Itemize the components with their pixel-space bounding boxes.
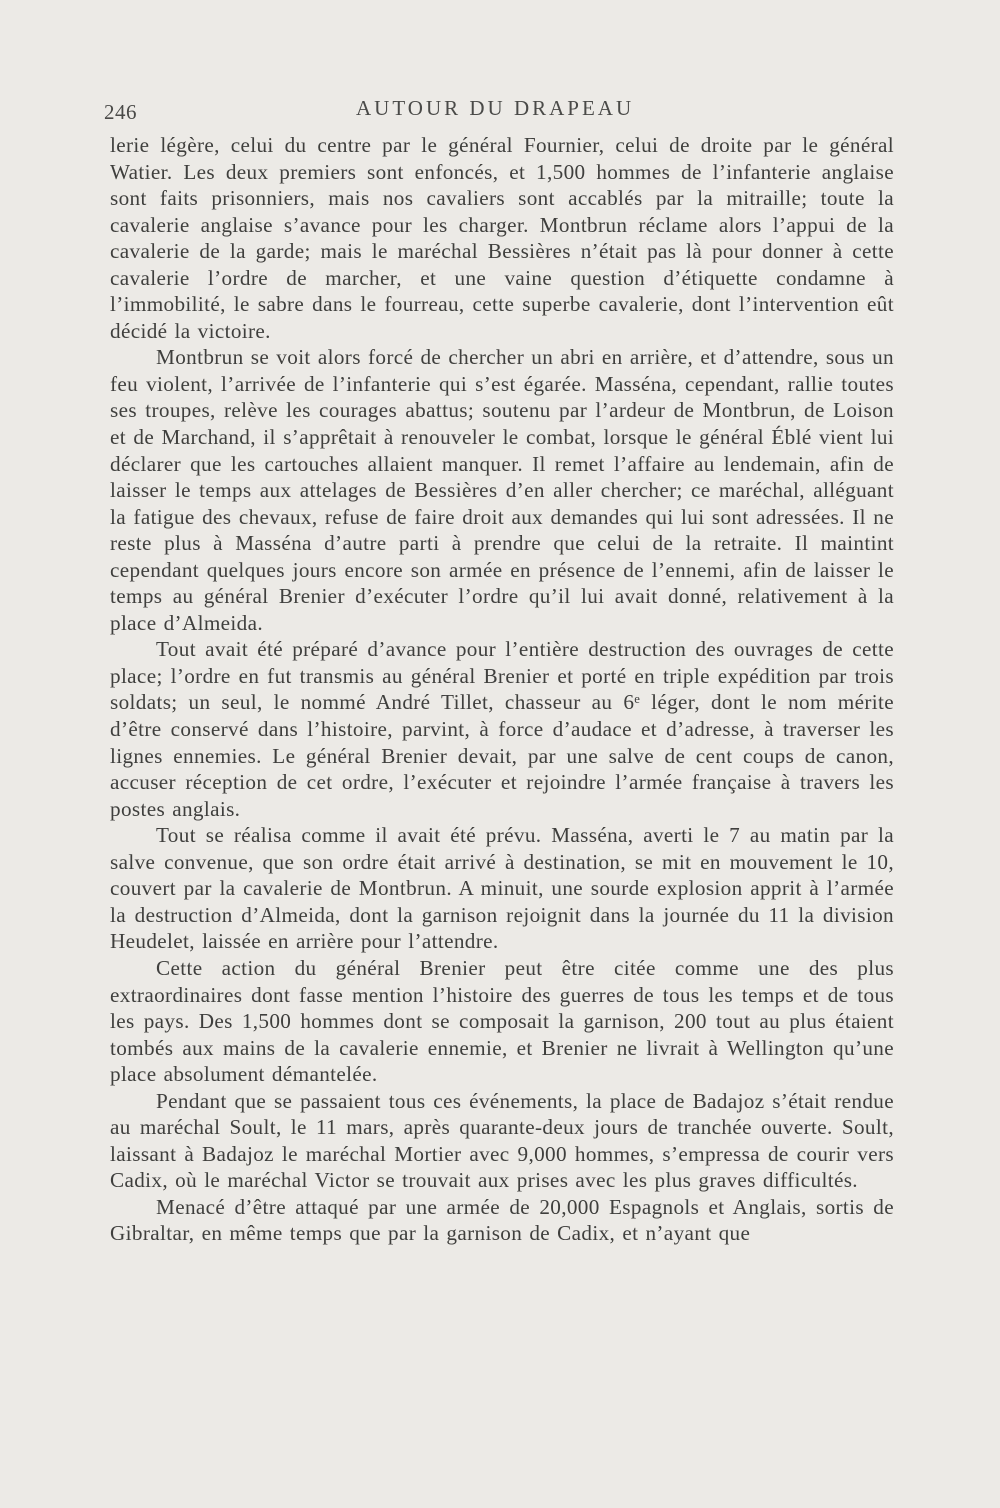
paragraph: Tout se réalisa comme il avait été prévu. Masséna, averti le 7 au matin par la salve convenue, que son ordre était arrivé à destination, se mit en mouvement le 10, couvert par la cavalerie de Montbrun. A minuit, une sourde explosion apprit à l’armée la destruction d’Almeida, dont la garnison rejoignit dans la journée du 11 la division Heudelet, laissée en arrière pour l’attendre. bbox=[110, 823, 894, 954]
body-text bbox=[110, 132, 894, 1247]
running-title: AUTOUR DU DRAPEAU bbox=[356, 96, 635, 120]
page-number: 246 bbox=[104, 100, 137, 124]
paragraph: lerie légère, celui du centre par le général Fournier, celui de droite par le général Watier. Les deux premiers sont enfoncés, et 1,500 hommes de l’infanterie anglaise sont faits prisonniers, mais nos cavaliers sont accablés par la mitraille; toute la cavalerie anglaise s’avance pour les charger. Montbrun réclame alors l’appui de la cavalerie de la garde; mais le maréchal Bessières n’était pas là pour donner à cette cavalerie l’ordre de marcher, et une vaine question d’étiquette condamne à l’immobilité, le sabre dans le fourreau, cette superbe cavalerie, dont l’intervention eût décidé la victoire. bbox=[110, 133, 894, 343]
paragraph: Montbrun se voit alors forcé de chercher un abri en arrière, et d’attendre, sous un feu violent, l’arrivée de l’infanterie qui s’est égarée. Masséna, cependant, rallie toutes ses troupes, relève les courages abattus; soutenu par l’ardeur de Montbrun, de Loison et de Marchand, il s’apprêtait à renouveler le combat, lorsque le général Éblé vient lui déclarer que les cartouches allaient manquer. Il remet l’affaire au lendemain, afin de laisser le temps aux attelages de Bessières d’en aller chercher; ce maréchal, alléguant la fatigue des chevaux, refuse de faire droit aux demandes qui lui sont adressées. Il ne reste plus à Masséna d’autre parti à prendre que celui de la retraite. Il maintint cependant quelques jours encore son armée en présence de l’ennemi, afin de laisser le temps au général Brenier d’exécuter l’ordre qu’il lui avait donné, relativement à la place d’Almeida. bbox=[110, 345, 894, 635]
paragraph: Pendant que se passaient tous ces événements, la place de Badajoz s’était rendue au maréchal Soult, le 11 mars, après quarante-deux jours de tranchée ouverte. Soult, laissant à Badajoz le maréchal Mortier avec 9,000 hommes, s’empressa de courir vers Cadix, où le maréchal Victor se trouvait aux prises avec les plus graves difficultés. bbox=[110, 1088, 894, 1193]
paragraph: Menacé d’être attaqué par une armée de 20,000 Espagnols et Anglais, sortis de Gibraltar, en même temps que par la garnison de Cadix, et n’ayant que bbox=[110, 1194, 894, 1246]
paragraph: Cette action du général Brenier peut être citée comme une des plus extraordinaires dont fasse mention l’histoire des guerres de tous les temps et de tous les pays. Des 1,500 hommes dont se composait la garnison, 200 tout au plus étaient tombés aux mains de la cavalerie ennemie, et Brenier ne livrait à Wellington qu’une place absolument démantelée. bbox=[110, 955, 894, 1087]
paragraph: Tout avait été préparé d’avance pour l’entière destruction des ouvrages de cette place; l’ordre en fut transmis au général Brenier et porté en triple expédition par trois soldats; un seul, le nommé André Tillet, chasseur au 6ᵉ léger, dont le nom mérite d’être conservé dans l’histoire, parvint, à force d’audace et d’adresse, à traverser les lignes ennemies. Le général Brenier devait, par une salve de cent coups de canon, accuser réception de cet ordre, l’exécuter et rejoindre l’armée française à travers les postes anglais. bbox=[110, 637, 894, 821]
